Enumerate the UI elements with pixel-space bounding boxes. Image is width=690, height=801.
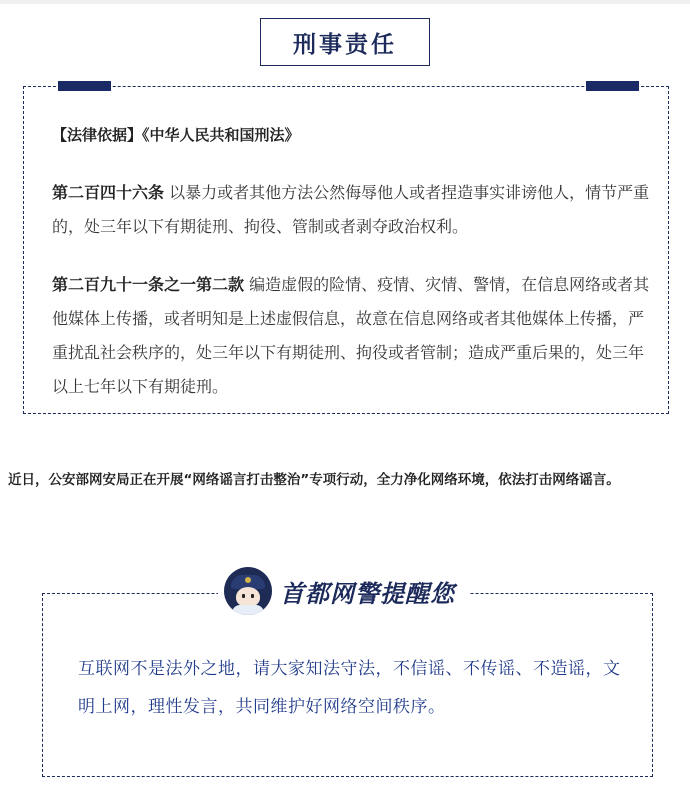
- notice-paragraph: 近日，公安部网安局正在开展“网络谣言打击整治”专项行动，全力净化网络环境，依法打击网络谣言。: [8, 472, 620, 488]
- section-title: 刑事责任: [293, 31, 397, 58]
- reminder-title: 首都网警提醒您: [280, 579, 455, 608]
- article-text: 编造虚假的险情、疫情、灾情、警情，在信息网络或者其他媒体上传播，或者明知是上述虚假信息，故意在信息网络或者其他媒体上传播，严重扰乱社会秩序的，处三年以下有期徒刑、拘役或者管制；造成严重后果的，处三年以上七年以下有期徒刑。: [52, 275, 650, 396]
- police-avatar-icon: [224, 567, 272, 615]
- article-text: 以暴力或者其他方法公然侮辱他人或者捏造事实诽谤他人，情节严重的，处三年以下有期徒刑、拘役、管制或者剥夺政治权利。: [52, 183, 650, 236]
- reminder-header: [218, 566, 469, 616]
- article-label: 第二百四十六条: [52, 183, 165, 202]
- law-heading: 【法律依据】《中华人民共和国刑法》: [52, 126, 300, 144]
- law-article-291-1: [52, 268, 658, 404]
- section-title-box: [260, 18, 430, 66]
- law-article-246: [52, 176, 658, 244]
- article-label: 第二百九十一条之一第二款: [52, 275, 245, 294]
- top-divider: [0, 0, 690, 4]
- reminder-text: 互联网不是法外之地，请大家知法守法，不信谣、不传谣、不造谣，文明上网，理性发言，共同维护好网络空间秩序。: [78, 659, 621, 717]
